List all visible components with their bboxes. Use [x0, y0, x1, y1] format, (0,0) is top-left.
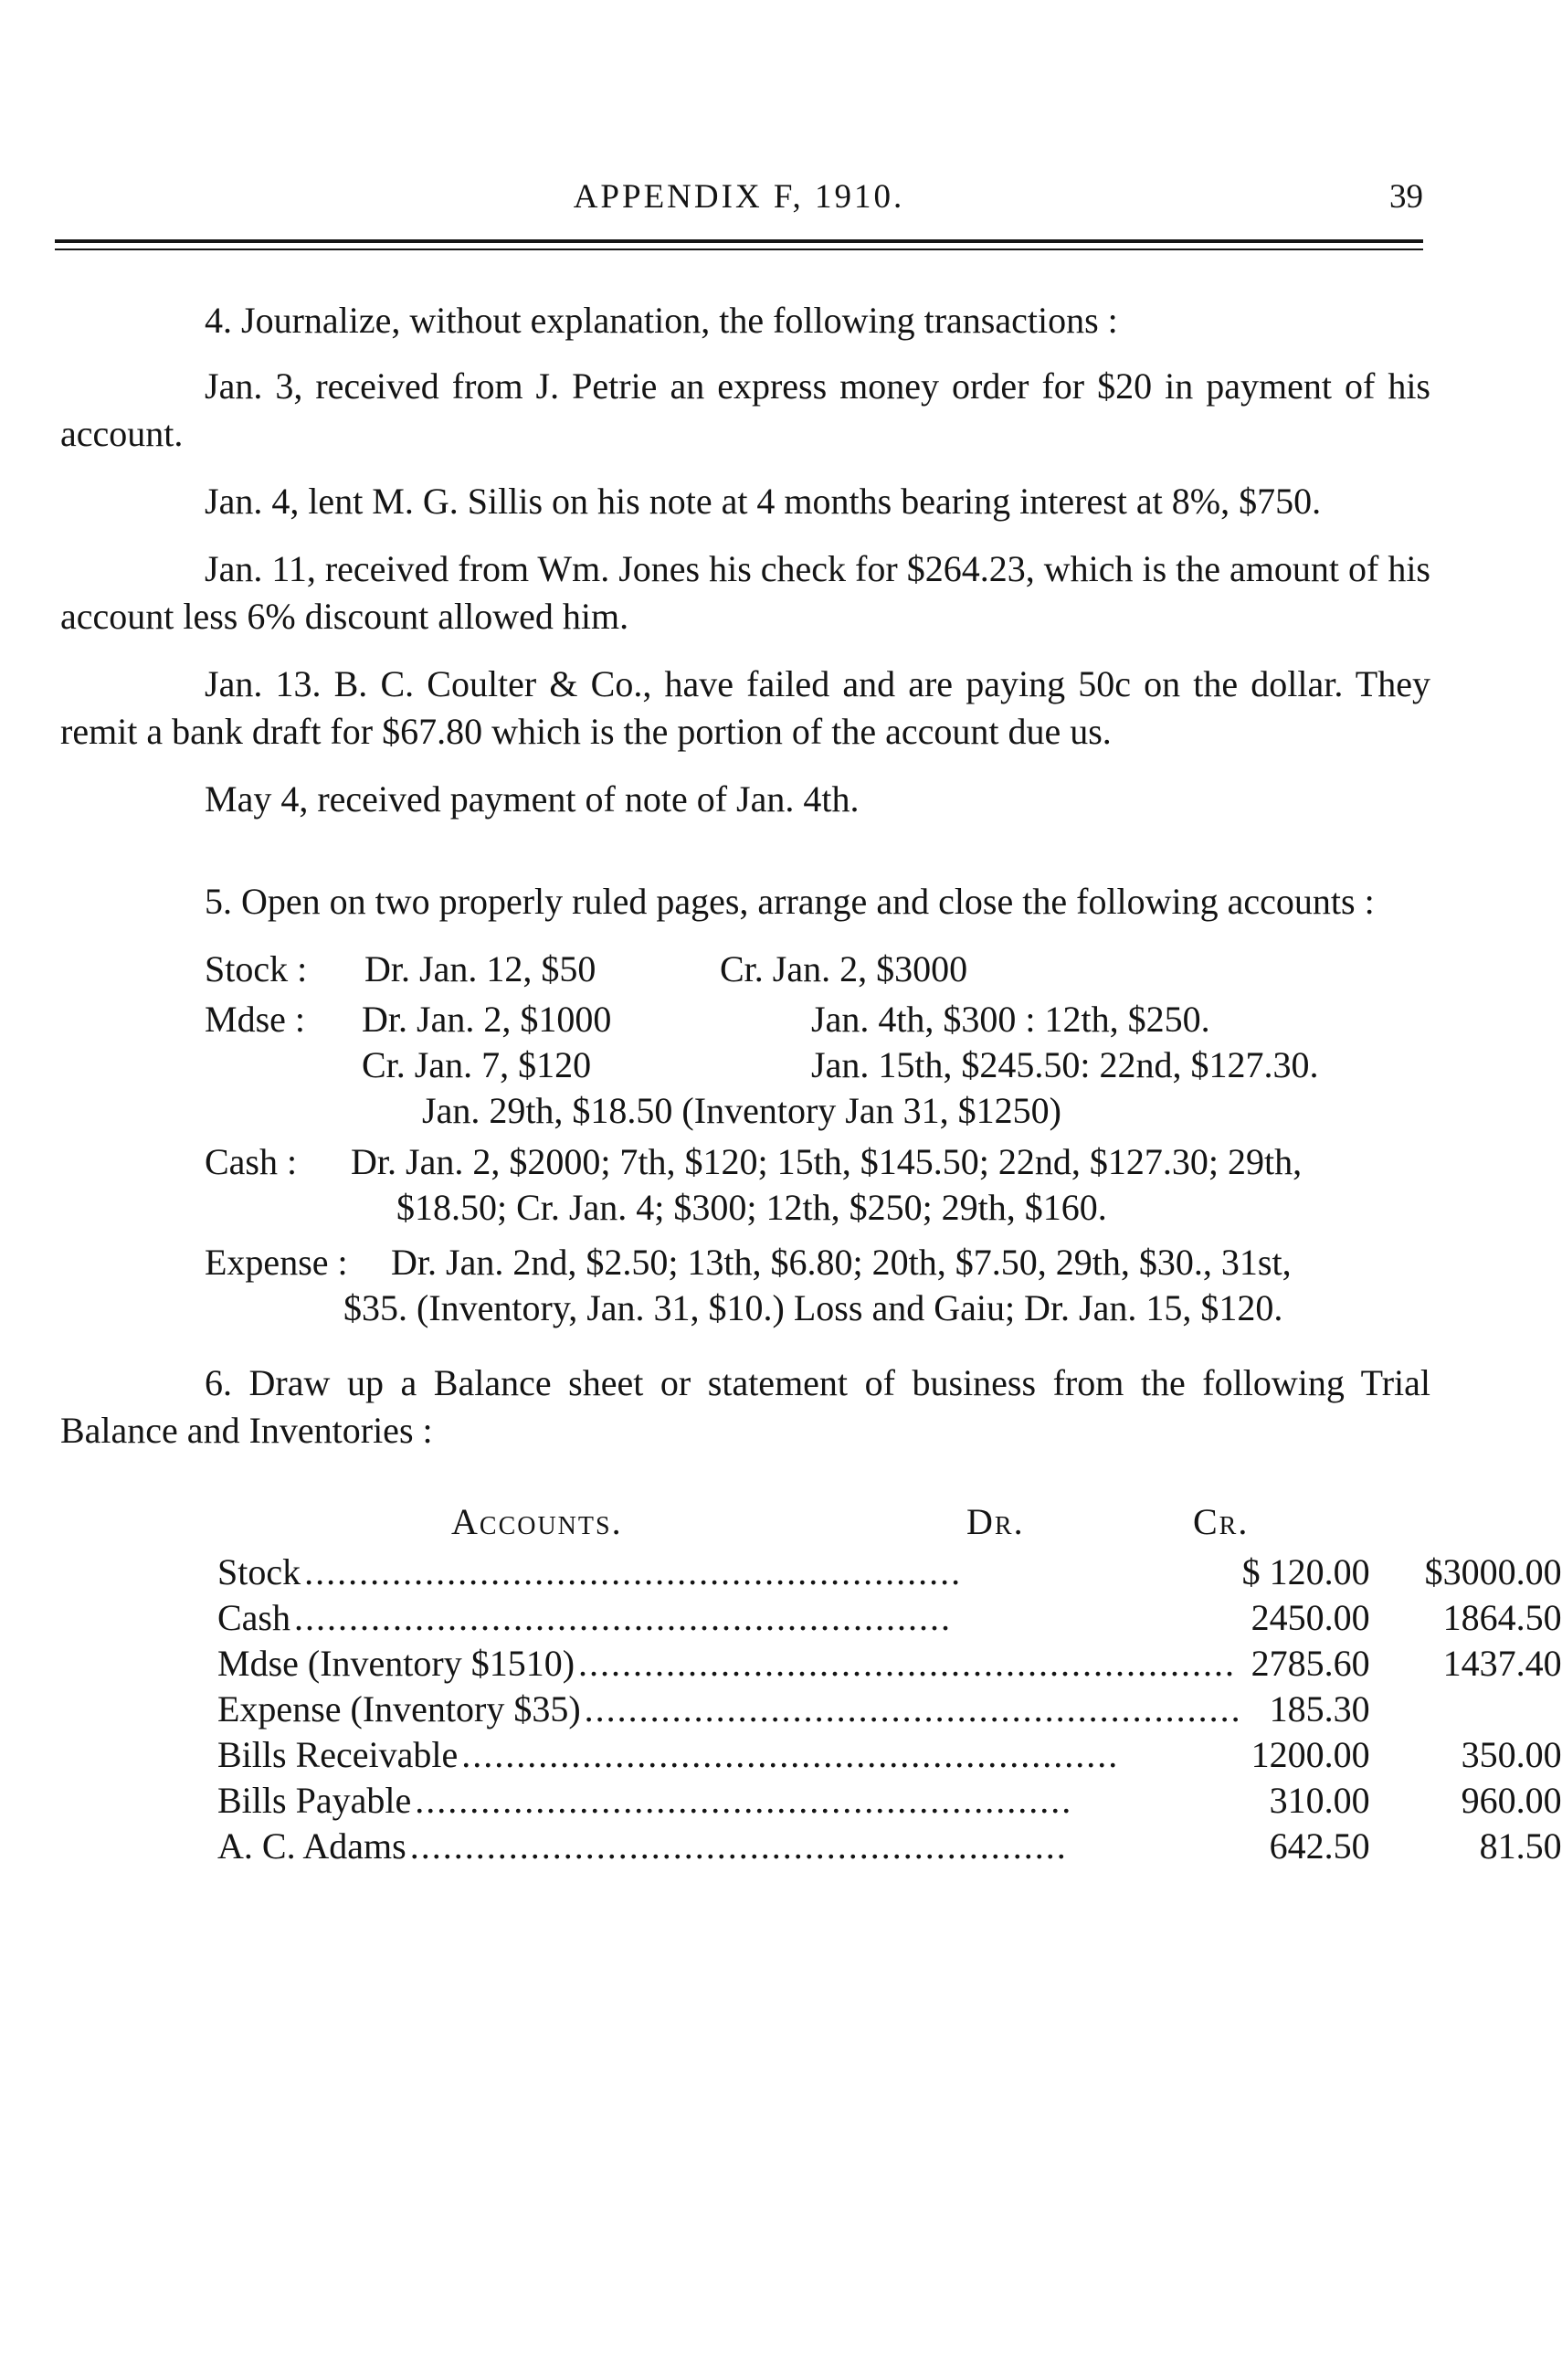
leader-dots: ............................................................	[461, 1734, 1120, 1775]
account-name-cell	[217, 1687, 1242, 1732]
account-label: Expense :	[205, 1242, 348, 1283]
q4-item-5: May 4, received payment of note of Jan. 4th.	[205, 778, 860, 820]
account-line: Dr. Jan. 2, $2000; 7th, $120; 15th, $145.50; 22nd, $127.30; 29th,	[351, 1141, 1303, 1182]
q4-item-4: Jan. 13. B. C. Coulter & Co., have failed and are paying 50c on the dollar. They remit a bank draft for $67.80 which is the portion of the account due us.	[60, 663, 1430, 752]
account-label: Cash :	[205, 1141, 298, 1182]
account-debit: Dr. Jan. 12, $50	[364, 948, 596, 989]
account-credit: Cr. Jan. 2, $3000	[720, 948, 968, 989]
account-name-cell	[217, 1641, 1242, 1687]
question-6-intro: 6. Draw up a Balance sheet or statement of business from the following Trial Balance and Inventories :	[60, 1362, 1430, 1451]
leader-dots: ............................................................	[409, 1825, 1068, 1867]
running-title: APPENDIX F, 1910.	[573, 178, 905, 216]
debit-column-header: Dr.	[966, 1501, 1025, 1542]
account-line: $18.50; Cr. Jan. 4; $300; 12th, $250; 29th, $160.	[396, 1187, 1107, 1228]
account-cash	[60, 1138, 1430, 1239]
account-line: Jan. 29th, $18.50 (Inventory Jan 31, $1250)	[422, 1090, 1061, 1131]
leader-dots: ............................................................	[415, 1780, 1073, 1821]
q4-item-3: Jan. 11, received from Wm. Jones his check for $264.23, which is the amount of his account less 6% discount allowed him.	[60, 548, 1430, 637]
leader-dots: ............................................................	[584, 1688, 1242, 1729]
account-line: Jan. 4th, $300 : 12th, $250.	[811, 999, 1210, 1040]
account-name-cell	[217, 1778, 1242, 1824]
credit-column-header: Cr.	[1193, 1501, 1250, 1542]
credit-amount: 960.00	[1461, 1780, 1562, 1821]
account-name: A. C. Adams	[217, 1825, 410, 1867]
account-name-cell	[217, 1550, 1242, 1595]
leader-dots: ............................................................	[304, 1551, 963, 1592]
account-name: Bills Payable	[217, 1780, 415, 1821]
table-row	[217, 1778, 1562, 1824]
trial-balance-table	[217, 1550, 1562, 1869]
trial-balance-header	[60, 1498, 1430, 1550]
account-name: Stock	[217, 1551, 304, 1592]
account-name-cell	[217, 1824, 1242, 1869]
leader-dots: ............................................................	[578, 1643, 1237, 1684]
account-line: Jan. 15th, $245.50: 22nd, $127.30.	[811, 1044, 1319, 1085]
header-rule-thick	[55, 239, 1423, 243]
debit-amount: 310.00	[1269, 1780, 1370, 1821]
credit-amount: $3000.00	[1424, 1551, 1562, 1592]
table-row	[217, 1687, 1562, 1732]
account-name: Cash	[217, 1597, 294, 1638]
table-row	[217, 1550, 1562, 1595]
debit-amount: 2785.60	[1251, 1643, 1370, 1684]
question-4-intro: 4. Journalize, without explanation, the following transactions :	[205, 300, 1118, 341]
account-stock	[60, 946, 1430, 996]
debit-amount: 185.30	[1269, 1688, 1370, 1729]
page-number: 39	[1389, 178, 1423, 216]
debit-amount: 2450.00	[1251, 1597, 1370, 1638]
table-row	[217, 1595, 1562, 1641]
leader-dots: ............................................................	[294, 1597, 952, 1638]
page-header	[55, 175, 1423, 227]
header-rule-thin	[55, 249, 1423, 250]
account-line: $35. (Inventory, Jan. 31, $10.) Loss and Gaiu; Dr. Jan. 15, $120.	[343, 1287, 1283, 1328]
account-line: Cr. Jan. 7, $120	[362, 1044, 592, 1085]
debit-amount: 642.50	[1269, 1825, 1370, 1867]
table-row	[217, 1824, 1562, 1869]
page-body	[60, 297, 1562, 1869]
account-name-cell	[217, 1732, 1242, 1778]
table-row	[217, 1732, 1562, 1778]
credit-amount: 1437.40	[1442, 1643, 1562, 1684]
account-mdse	[60, 996, 1430, 1138]
table-row	[217, 1641, 1562, 1687]
account-name: Expense (Inventory $35)	[217, 1688, 585, 1729]
accounts-column-header: Accounts.	[451, 1501, 623, 1542]
account-name-cell	[217, 1595, 1242, 1641]
credit-amount: 350.00	[1461, 1734, 1562, 1775]
q4-item-2: Jan. 4, lent M. G. Sillis on his note at 4 months bearing interest at 8%, $750.	[205, 481, 1322, 522]
account-label: Stock :	[205, 948, 308, 989]
debit-amount: $ 120.00	[1241, 1551, 1370, 1592]
credit-amount: 1864.50	[1442, 1597, 1562, 1638]
credit-amount: 81.50	[1479, 1825, 1562, 1867]
account-label: Mdse :	[205, 999, 305, 1040]
account-name: Mdse (Inventory $1510)	[217, 1643, 578, 1684]
account-name: Bills Receivable	[217, 1734, 461, 1775]
account-expense	[60, 1239, 1430, 1330]
debit-amount: 1200.00	[1251, 1734, 1370, 1775]
question-5-intro: 5. Open on two properly ruled pages, arrange and close the following accounts :	[205, 881, 1375, 922]
account-line: Dr. Jan. 2, $1000	[362, 999, 612, 1040]
account-line: Dr. Jan. 2nd, $2.50; 13th, $6.80; 20th, $7.50, 29th, $30., 31st,	[391, 1242, 1292, 1283]
q4-item-1: Jan. 3, received from J. Petrie an express money order for $20 in payment of his account.	[60, 365, 1430, 454]
credit-amount	[1425, 1687, 1562, 1732]
